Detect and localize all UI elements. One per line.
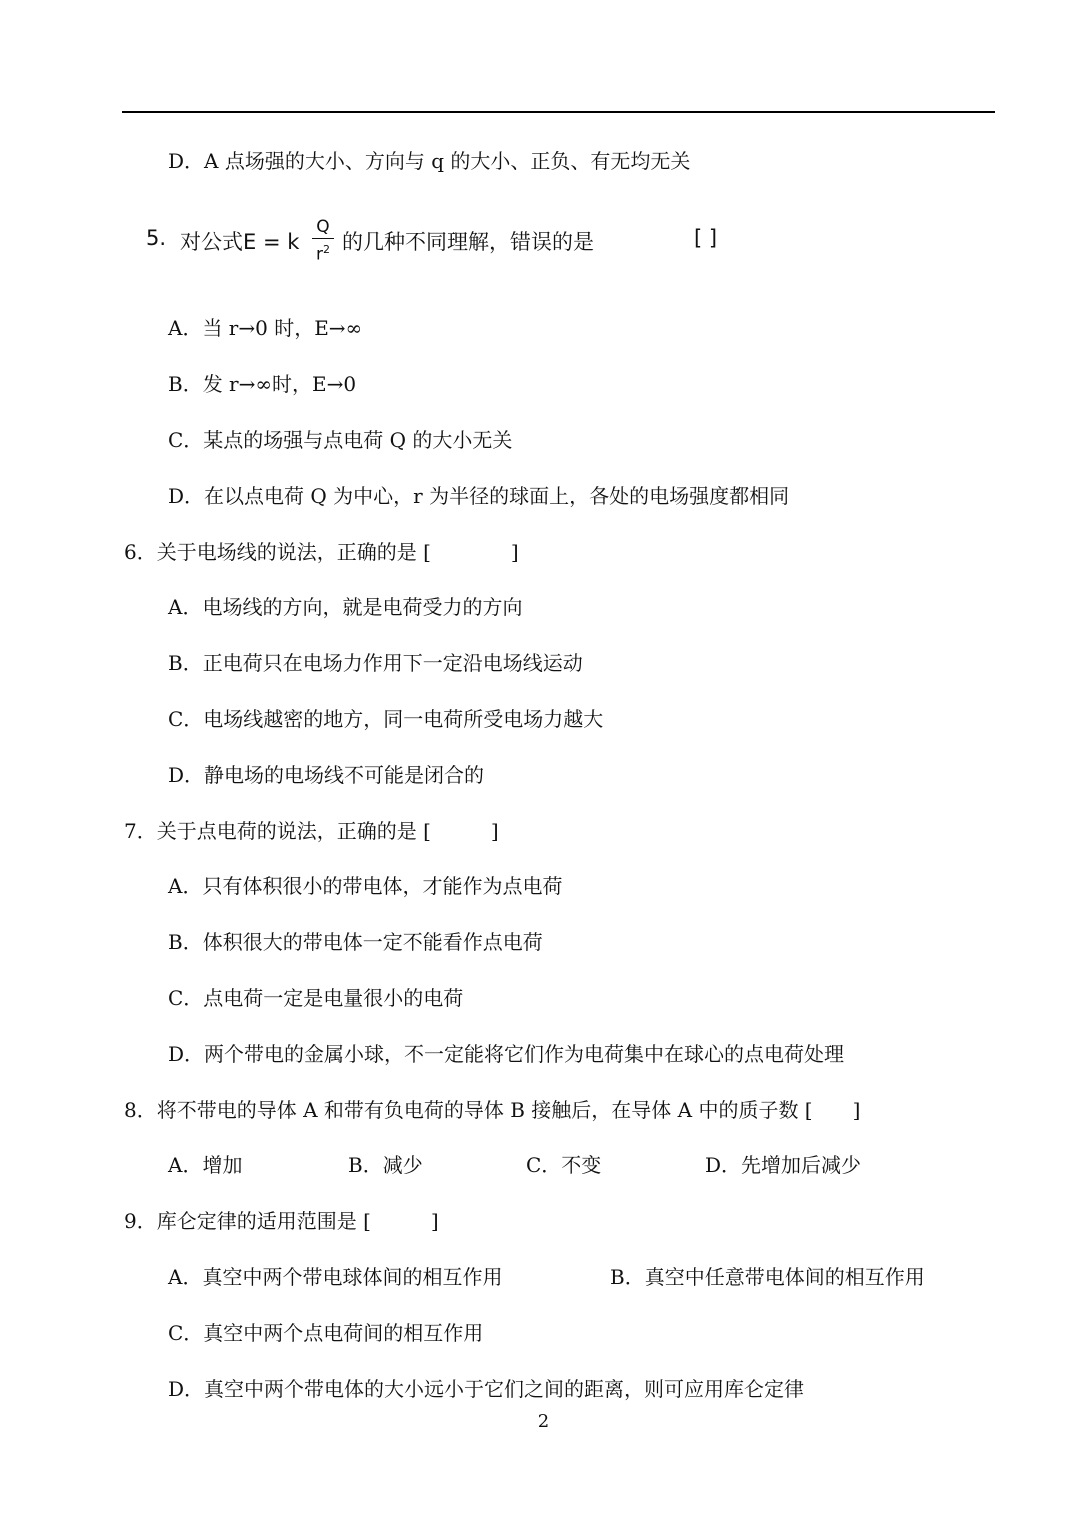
q5-option-b: B．发 r→∞时，E→0 — [168, 372, 357, 396]
q5-stem-suffix: 的几种不同理解，错误的是 — [342, 230, 594, 254]
q6-option-a: A．电场线的方向，就是电荷受力的方向 — [168, 595, 523, 619]
q7-option-c: C．点电荷一定是电量很小的电荷 — [168, 986, 464, 1010]
q5-answer-bracket: [ ] — [694, 226, 718, 250]
q5-option-a: A．当 r→0 时，E→∞ — [168, 316, 363, 340]
q5-number: 5. — [146, 226, 167, 250]
q9-option-b: B．真空中任意带电体间的相互作用 — [610, 1265, 925, 1289]
formula-denominator: r — [316, 244, 323, 265]
q5-stem-prefix: 对公式E = k — [180, 230, 300, 254]
q4-option-d: D．A 点场强的大小、方向与 q 的大小、正负、有无均无关 — [168, 149, 691, 173]
q7-option-d: D．两个带电的金属小球，不一定能将它们作为电荷集中在球心的点电荷处理 — [168, 1042, 845, 1066]
q9-option-c: C．真空中两个点电荷间的相互作用 — [168, 1321, 484, 1345]
q9-stem: 9．库仑定律的适用范围是 [ ] — [124, 1209, 439, 1233]
q8-option-c: C．不变 — [526, 1153, 602, 1177]
q9-option-a: A．真空中两个带电球体间的相互作用 — [168, 1265, 503, 1289]
q9-option-d: D．真空中两个带电体的大小远小于它们之间的距离，则可应用库仑定律 — [168, 1377, 805, 1401]
q7-option-b: B．体积很大的带电体一定不能看作点电荷 — [168, 930, 543, 954]
header-rule — [122, 111, 995, 113]
page-number: 2 — [537, 1411, 550, 1432]
q6-option-b: B．正电荷只在电场力作用下一定沿电场线运动 — [168, 651, 583, 675]
q8-stem: 8．将不带电的导体 A 和带有负电荷的导体 B 接触后，在导体 A 中的质子数 [ ] — [124, 1098, 861, 1122]
q5-option-c: C．某点的场强与点电荷 Q 的大小无关 — [168, 428, 513, 452]
q8-option-b: B．减少 — [348, 1153, 423, 1177]
formula-numerator: Q — [316, 217, 330, 237]
q7-stem: 7．关于点电荷的说法，正确的是 [ ] — [124, 819, 499, 843]
q8-option-a: A．增加 — [168, 1153, 243, 1177]
q5-option-d: D．在以点电荷 Q 为中心，r 为半径的球面上，各处的电场强度都相同 — [168, 484, 790, 508]
q6-stem: 6．关于电场线的说法，正确的是 [ ] — [124, 540, 519, 564]
q7-option-a: A．只有体积很小的带电体，才能作为点电荷 — [168, 874, 563, 898]
formula-exponent: 2 — [323, 243, 330, 256]
q6-option-c: C．电场线越密的地方，同一电荷所受电场力越大 — [168, 707, 604, 731]
q8-option-d: D．先增加后减少 — [705, 1153, 862, 1177]
q6-option-d: D．静电场的电场线不可能是闭合的 — [168, 763, 485, 787]
